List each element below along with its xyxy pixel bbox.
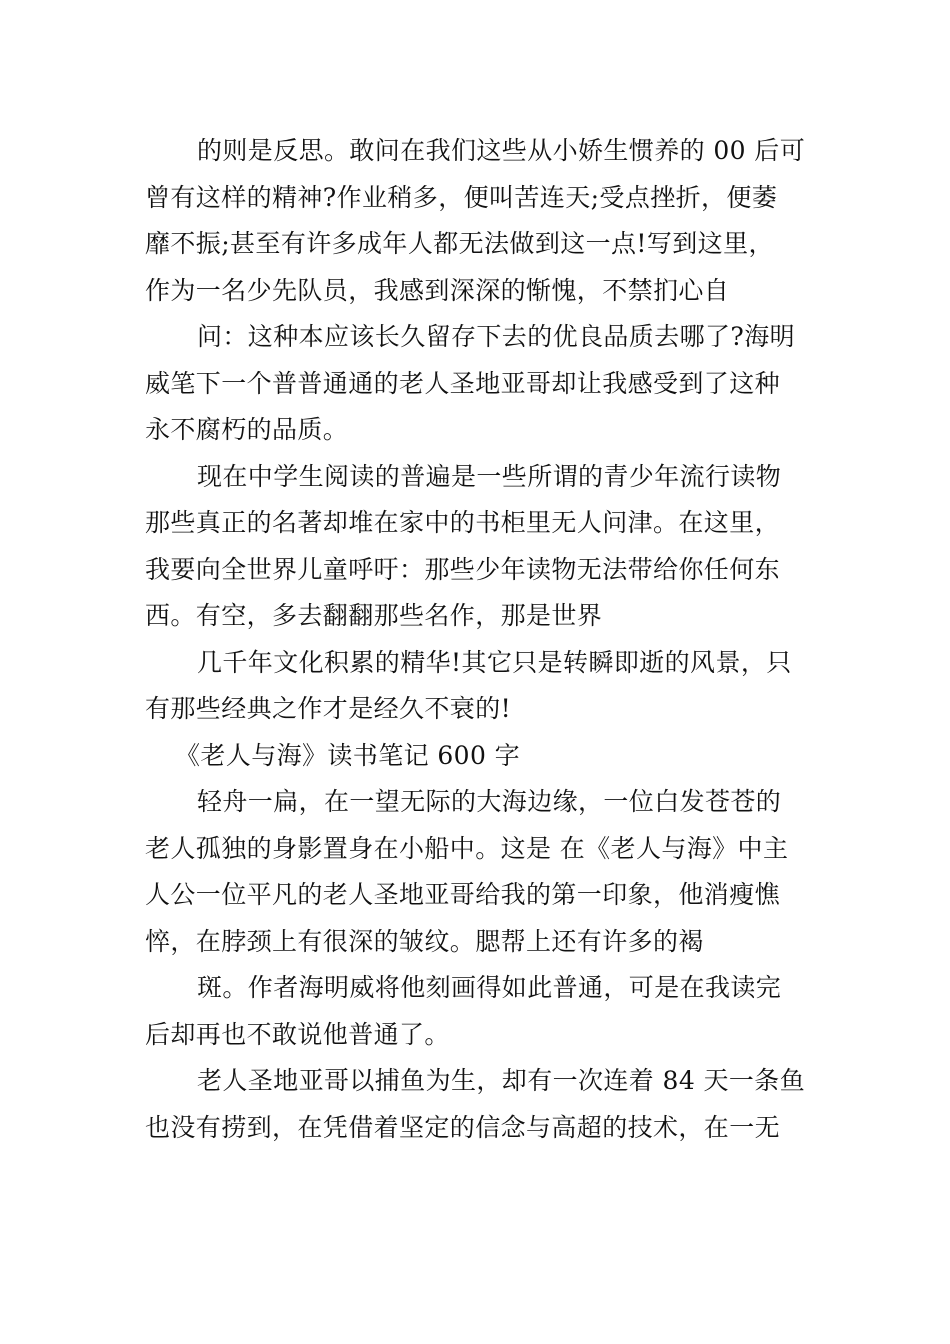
text-line: 人公一位平凡的老人圣地亚哥给我的第一印象，他消瘦憔: [145, 880, 781, 909]
text-line: 斑。作者海明威将他刻画得如此普通，可是在我读完: [197, 973, 782, 1002]
text-line: 问：这种本应该长久留存下去的优良品质去哪了?海明: [197, 322, 796, 351]
text-line: 老人孤独的身影置身在小船中。这是 在《老人与海》中主: [145, 833, 789, 863]
text-line: 有那些经典之作才是经久不衰的!: [145, 694, 512, 723]
text-line: 几千年文化积累的精华!其它只是转瞬即逝的风景，只: [197, 647, 792, 677]
text-line: 曾有这样的精神?作业稍多，便叫苦连天;受点挫折，便萎: [145, 182, 778, 212]
text-line: 永不腐朽的品质。: [145, 415, 349, 444]
section-title: 《老人与海》读书笔记 600 字: [175, 740, 521, 770]
text-line: 后却再也不敢说他普通了。: [145, 1019, 450, 1049]
document-body: [145, 128, 810, 1151]
text-line: 作为一名少先队员，我感到深深的惭愧，不禁扪心自: [145, 275, 730, 305]
text-line: 我要向全世界儿童呼吁：那些少年读物无法带给你任何东: [145, 554, 781, 584]
text-line: 现在中学生阅读的普遍是一些所谓的青少年流行读物: [197, 461, 782, 491]
text-line: 老人圣地亚哥以捕鱼为生，却有一次连着 84 天一条鱼: [197, 1066, 806, 1095]
text-line: 西。有空，多去翻翻那些名作，那是世界: [145, 601, 603, 630]
text-line: 的则是反思。敢问在我们这些从小娇生惯养的 00 后可: [197, 136, 806, 165]
text-line: 威笔下一个普普通通的老人圣地亚哥却让我感受到了这种: [145, 368, 781, 398]
text-line: 那些真正的名著却堆在家中的书柜里无人问津。在这里，: [145, 508, 781, 537]
text-line: 靡不振;甚至有许多成年人都无法做到这一点!写到这里，: [145, 229, 774, 258]
text-line: 也没有捞到，在凭借着坚定的信念与高超的技术，在一无: [145, 1112, 781, 1142]
text-line: 悴，在脖颈上有很深的皱纹。腮帮上还有许多的褐: [145, 926, 704, 956]
text-line: 轻舟一扁，在一望无际的大海边缘，一位白发苍苍的: [197, 787, 782, 816]
